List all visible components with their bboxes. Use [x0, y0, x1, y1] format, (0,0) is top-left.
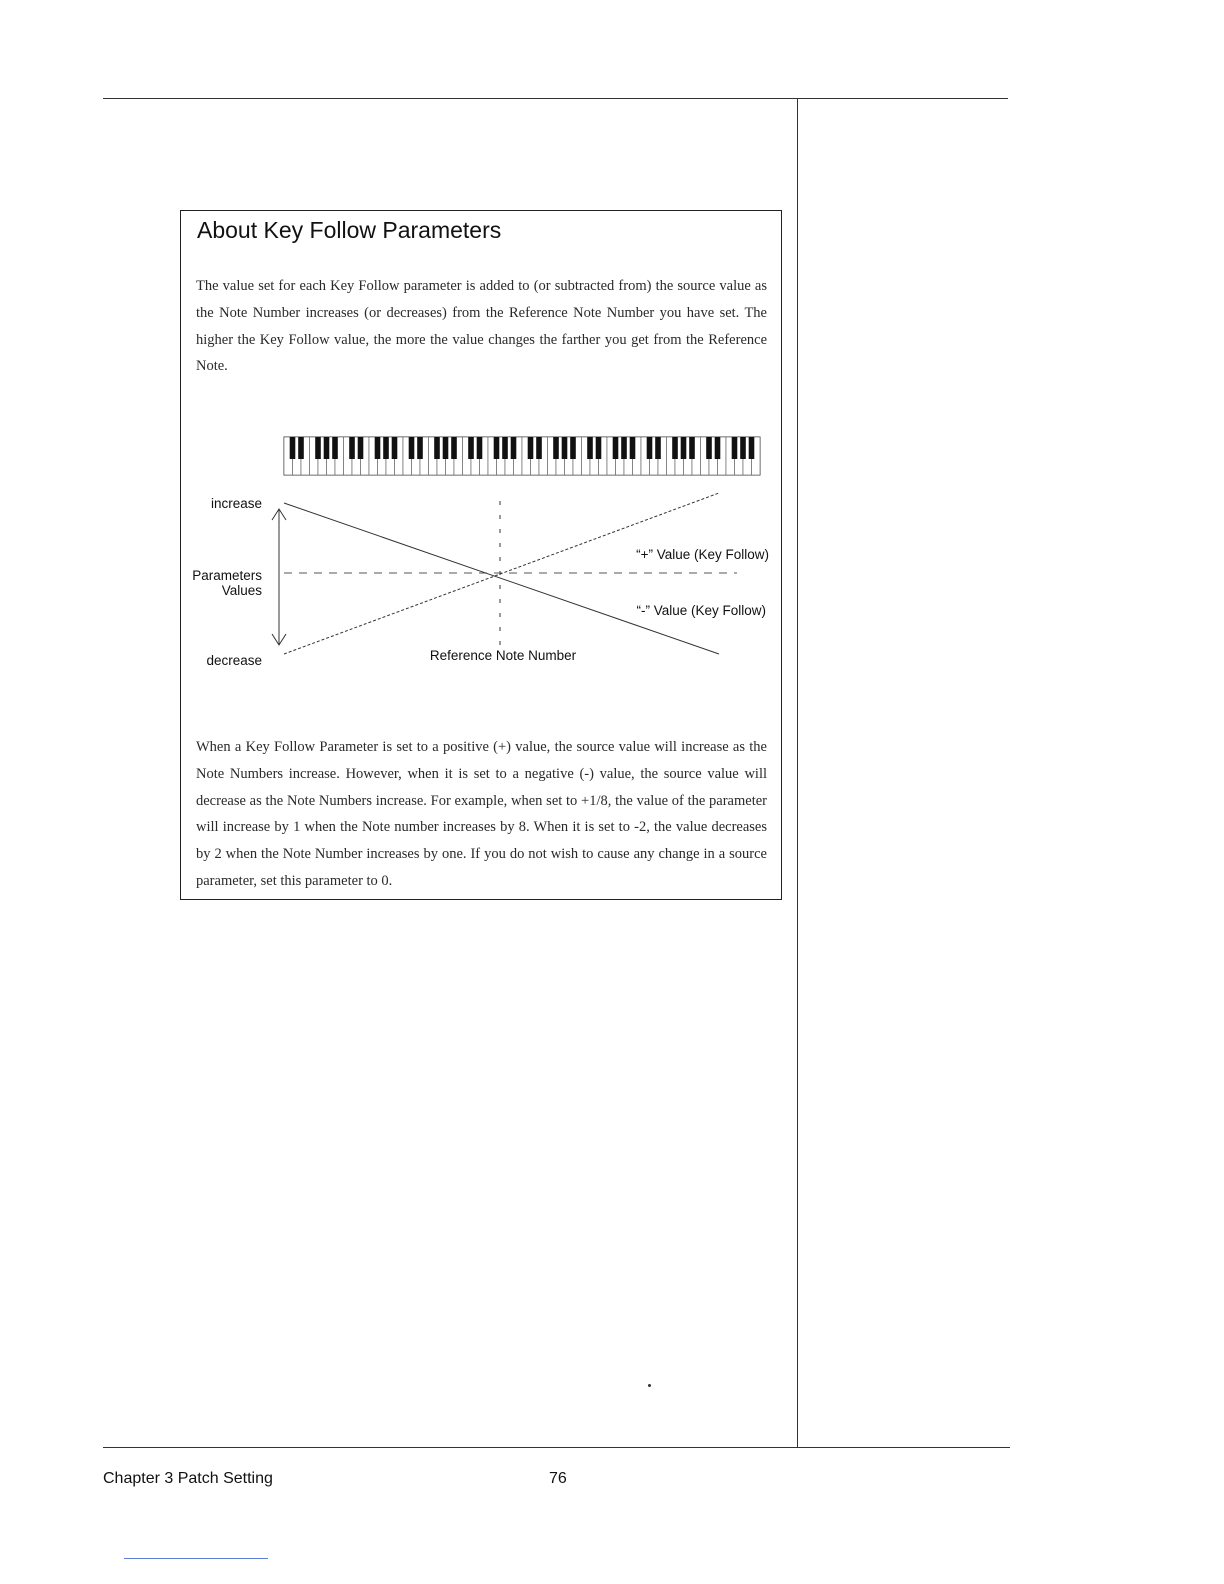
key-follow-diagram: [181, 431, 783, 671]
black-key: [443, 437, 449, 459]
black-key: [621, 437, 627, 459]
black-key: [324, 437, 330, 459]
black-key: [375, 437, 381, 459]
black-key: [392, 437, 398, 459]
black-key: [740, 437, 746, 459]
black-key: [570, 437, 576, 459]
minus-value-line: [284, 503, 719, 654]
black-key: [358, 437, 364, 459]
footer-chapter: Chapter 3 Patch Setting: [103, 1470, 273, 1487]
parameters-label: Parameters: [192, 568, 262, 583]
margin-rule: [797, 98, 798, 1448]
black-key: [528, 437, 534, 459]
black-key: [494, 437, 500, 459]
black-key: [417, 437, 423, 459]
minus-value-label: “-” Value (Key Follow): [636, 603, 766, 618]
black-key: [315, 437, 321, 459]
box-title: About Key Follow Parameters: [197, 217, 502, 243]
black-key: [502, 437, 508, 459]
black-key: [732, 437, 738, 459]
stray-mark: [648, 1384, 651, 1387]
black-key: [349, 437, 355, 459]
black-key: [468, 437, 474, 459]
black-key: [596, 437, 602, 459]
black-key: [553, 437, 559, 459]
explanation-paragraph: When a Key Follow Parameter is set to a positive (+) value, the source value will increase as the Note Numbers increase. However, when it is set to a negative (-) value, the source value will decrease as the Note Numbers increase. For example, when set to +1/8, the value of the parameter will increase by 1 when the Note number increases by 8. When it is set to -2, the value decreases by 2 when the Note Number increases by one. If you do not wish to cause any change in a source parameter, set this parameter to 0.: [196, 739, 767, 889]
keyboard-illustration: [284, 437, 760, 475]
black-key: [477, 437, 483, 459]
black-key: [383, 437, 389, 459]
footer-underline: [124, 1558, 268, 1559]
black-key: [536, 437, 542, 459]
black-key: [749, 437, 755, 459]
black-key: [562, 437, 568, 459]
intro-paragraph: The value set for each Key Follow parameter is added to (or subtracted from) the source value as the Note Number increases (or decreases) from the Reference Note Number you have set. The higher the Key Follow value, the more the value changes the farther you get from the Reference Note.: [196, 278, 767, 375]
black-key: [706, 437, 712, 459]
black-key: [613, 437, 619, 459]
black-key: [298, 437, 304, 459]
black-key: [434, 437, 440, 459]
black-key: [409, 437, 415, 459]
reference-note-label: Reference Note Number: [429, 648, 577, 663]
plus-value-label: “+” Value (Key Follow): [636, 547, 769, 562]
black-key: [655, 437, 661, 459]
black-key: [647, 437, 653, 459]
black-key: [451, 437, 457, 459]
value-axis-arrow: [272, 509, 286, 645]
black-key: [332, 437, 338, 459]
black-key: [672, 437, 678, 459]
bottom-rule: [103, 1447, 1010, 1448]
top-rule: [103, 98, 1008, 99]
black-key: [715, 437, 721, 459]
info-box: [180, 210, 782, 900]
black-key: [587, 437, 593, 459]
increase-label: increase: [210, 496, 262, 511]
page-number: 76: [549, 1470, 567, 1487]
black-key: [290, 437, 296, 459]
black-key: [681, 437, 687, 459]
values-label: Values: [221, 583, 262, 598]
black-key: [630, 437, 636, 459]
black-key: [689, 437, 695, 459]
decrease-label: decrease: [206, 653, 262, 668]
black-key: [511, 437, 517, 459]
